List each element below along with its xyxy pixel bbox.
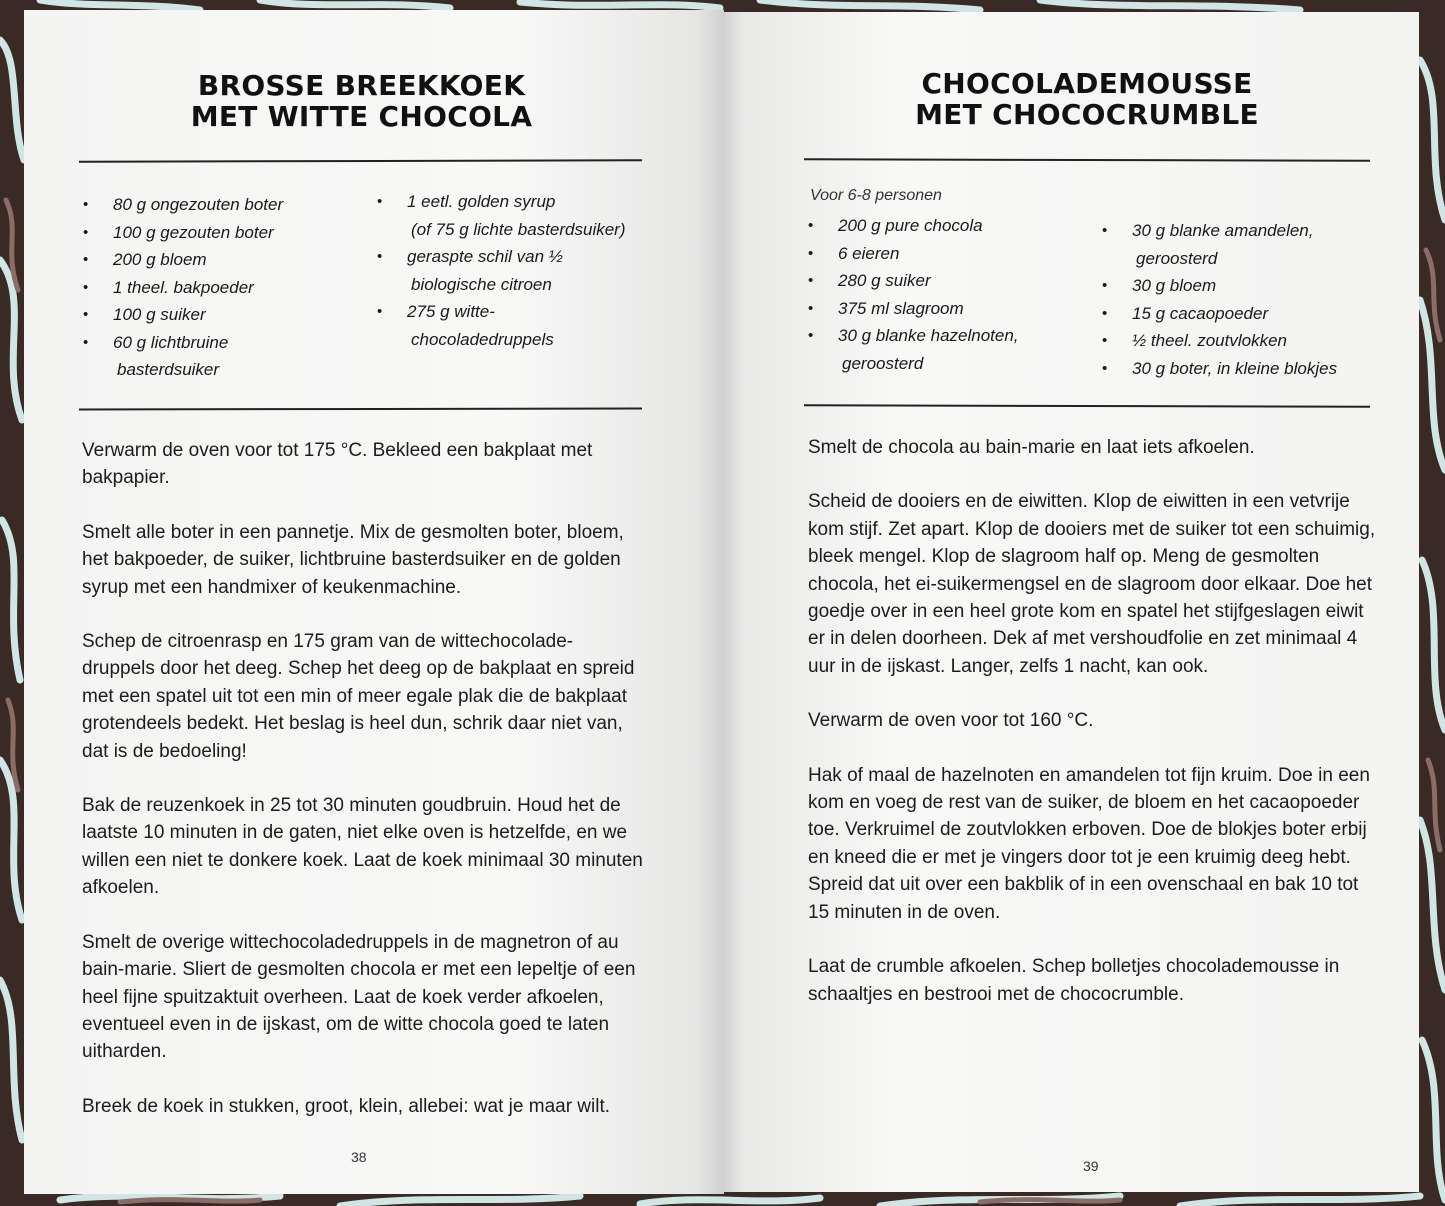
method-paragraph: Verwarm de oven voor tot 160 °C. (808, 710, 1094, 732)
ingredient-item: • 6 eieren (808, 240, 1098, 268)
method-paragraph: Bak de reuzenkoek in 25 tot 30 minuten goudbruin. Houd het de laatste 10 minuten in de gaten, niet elke oven is hetzelfde, en we willen een niet te donkere koek. Laat de koek minimaal 30 minuten afkoelen. (82, 795, 643, 899)
ingredient-item: • 200 g bloem (83, 246, 373, 274)
ingredient-item: • 1 theel. bakpoeder (83, 274, 373, 302)
ingredient-item: • ½ theel. zoutvlokken (1102, 327, 1402, 355)
left-top-rule (79, 159, 642, 162)
ingredient-item: (of 75 g lichte basterdsuiker) (411, 219, 626, 239)
left-title-line2: MET WITTE CHOCOLA (190, 100, 533, 133)
ingredient-item: • geraspte schil van ½ (377, 243, 677, 271)
right-page (722, 12, 1419, 1192)
right-method-text (808, 434, 1378, 1035)
left-ingredients-col1 (83, 191, 373, 384)
method-paragraph: Laat de crumble afkoelen. Schep bolletjes chocolademousse in schaaltjes en bestrooi met de chococrumble. (808, 956, 1340, 1005)
right-title-line1: CHOCOLADEMOUSSE (921, 67, 1253, 100)
ingredient-item: biologische citroen (411, 274, 552, 294)
ingredient-item: • 30 g blanke hazelnoten, (808, 322, 1098, 350)
method-paragraph: Smelt de chocola au bain-marie en laat iets afkoelen. (808, 437, 1255, 458)
left-bottom-rule (79, 408, 642, 411)
ingredient-item: • 200 g pure chocola (808, 212, 1098, 240)
right-title-line2: MET CHOCOCRUMBLE (915, 98, 1259, 131)
left-method-text (82, 437, 644, 1147)
right-recipe-title (802, 68, 1372, 130)
ingredient-item: basterdsuiker (117, 360, 220, 379)
method-paragraph: Smelt de overige wittechocoladedruppels in de magnetron of au bain-marie. Sliert de gesmolten chocola er met een lepeltje of een heel fijne spuitzaktuit overheen. Laat de koek verder afkoelen, eventueel even in de ijskast, om de witte chocola goed te laten uitharden. (82, 931, 636, 1063)
ingredient-item: • 30 g bloem (1102, 272, 1402, 300)
method-paragraph: Verwarm de oven voor tot 175 °C. Bekleed een bakplaat met bakpapier. (82, 440, 593, 489)
left-recipe-title (84, 70, 639, 132)
ingredient-item: • 375 ml slagroom (808, 295, 1098, 323)
ingredient-item: chocoladedruppels (411, 329, 554, 349)
method-paragraph: Breek de koek in stukken, groot, klein, allebei: wat je maar wilt. (82, 1095, 611, 1117)
ingredient-item: • 30 g boter, in kleine blokjes (1102, 355, 1402, 383)
ingredient-item: • 60 g lichtbruine (83, 329, 373, 357)
left-title-line1: BROSSE BREEKKOEK (197, 69, 526, 102)
ingredient-item: • 275 g witte- (377, 298, 677, 326)
ingredient-item: • 100 g suiker (83, 301, 373, 329)
ingredient-item: geroosterd (842, 353, 924, 373)
right-page-number: 39 (1083, 1158, 1099, 1174)
left-page (24, 10, 724, 1194)
ingredient-item: • 30 g blanke amandelen, (1102, 217, 1402, 245)
ingredient-item: geroosterd (1136, 248, 1218, 268)
ingredient-item: • 280 g suiker (808, 267, 1098, 295)
left-page-number: 38 (351, 1149, 367, 1165)
method-paragraph: Schep de citroenrasp en 175 gram van de wittechocolade-druppels door het deeg. Schep het deeg op de bakplaat en spreid met een spatel uit tot een min of meer egale plak die de bakplaat grotendeels bedekt. Het beslag is heel dun, schrik daar niet van, dat is de bedoeling! (82, 631, 635, 762)
right-ingredients-col2 (1102, 217, 1402, 382)
ingredient-item: • 1 eetl. golden syrup (377, 188, 677, 216)
right-bottom-rule (804, 404, 1370, 407)
left-ingredients-col2 (377, 188, 677, 353)
method-paragraph: Scheid de dooiers en de eiwitten. Klop de eiwitten in een vetvrije kom stijf. Zet apart. Klop de dooiers met de suiker tot een schuimig, bleek mengel. Klop de slagroom half op. Meng de gesmolten chocola, het ei-suikermengsel en de slagroom door elkaar. Doe het goedje over in een heel grote kom en spatel het stijfgeslagen eiwit er in delen doorheen. Dek af met vershoudfolie en zet minimaal 4 uur in de ijskast. Langer, zelfs 1 nacht, kan ook. (808, 491, 1376, 677)
servings-note: Voor 6-8 personen (810, 187, 942, 204)
ingredient-item: • 15 g cacaopoeder (1102, 300, 1402, 328)
right-top-rule (804, 158, 1370, 161)
method-paragraph: Hak of maal de hazelnoten en amandelen tot fijn kruim. Doe in een kom en voeg de rest van de suiker, de bloem en het cacaopoeder toe. Verkruimel de zoutvlokken erboven. Doe de blokjes boter erbij en kneed die er met je vingers door tot je een kruimig deeg hebt. Spreid dat uit over een bakblik of in een ovenschaal en bak 10 tot 15 minuten in de oven. (808, 764, 1370, 923)
ingredient-item: • 100 g gezouten boter (83, 219, 373, 247)
right-ingredients-col1 (808, 212, 1098, 377)
method-paragraph: Smelt alle boter in een pannetje. Mix de gesmolten boter, bloem, het bakpoeder, de suiker, lichtbruine basterdsuiker en de golden syrup met een handmixer of keukenmachine. (82, 521, 624, 598)
ingredient-item: • 80 g ongezouten boter (83, 191, 373, 219)
